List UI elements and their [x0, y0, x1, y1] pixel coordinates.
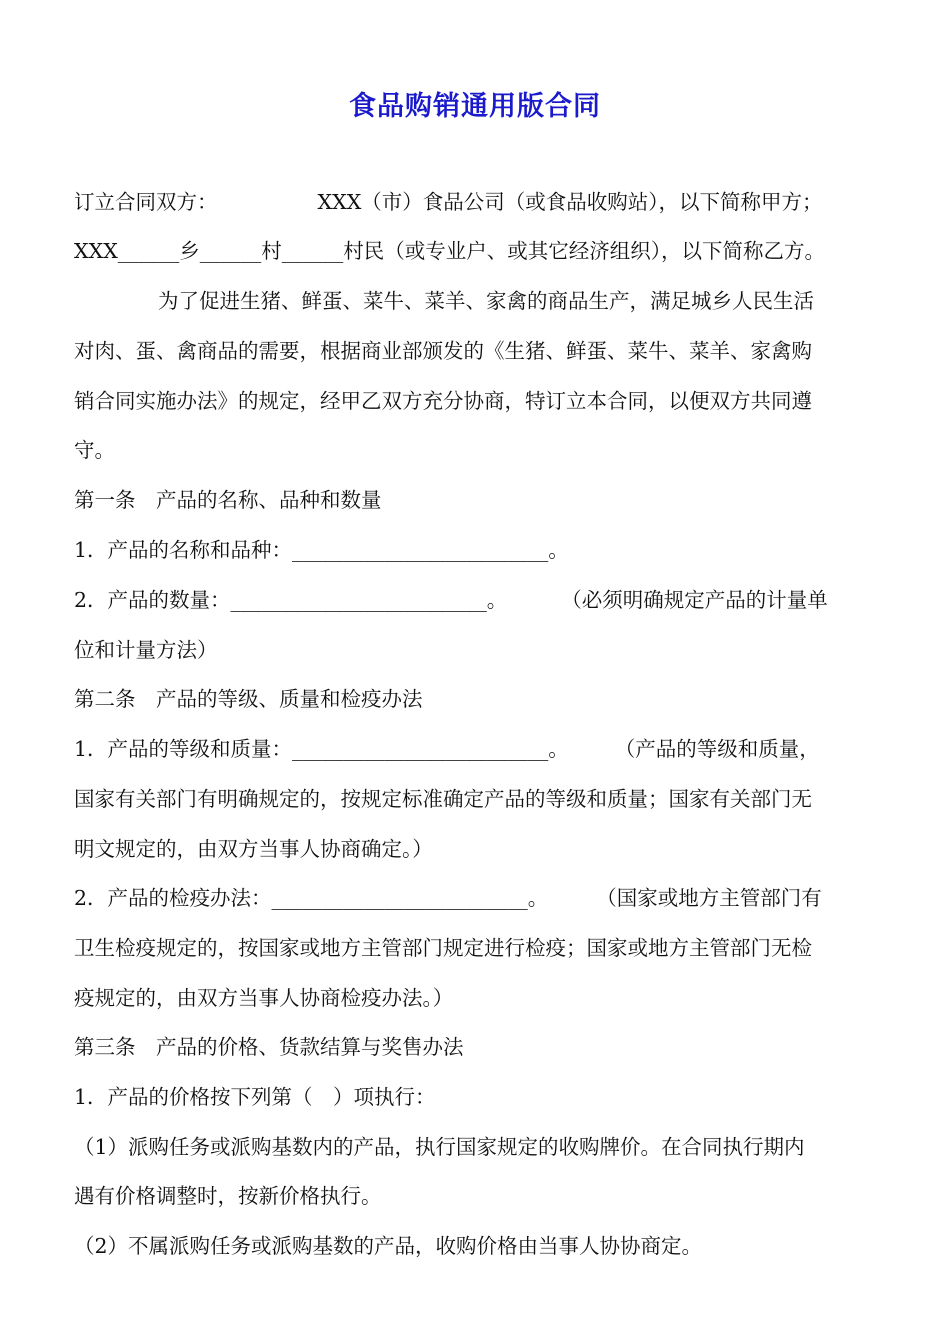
article2-item2-line-3: 疫规定的，由双方当事人协商检疫办法。） [74, 986, 454, 1010]
article2-item2: 2．产品的检疫办法：_________________________。 [74, 886, 549, 910]
article3-option1-line-2: 遇有价格调整时，按新价格执行。 [74, 1184, 382, 1208]
parties-line-a [74, 187, 823, 217]
article2-item2-line-2: 卫生检疫规定的，按国家或地方主管部门规定进行检疫；国家或地方主管部门无检 [74, 936, 812, 960]
article2-item1-line-3: 明文规定的，由双方当事人协商确定。） [74, 837, 433, 861]
article1-item2-note-cont: 位和计量方法） [74, 638, 218, 662]
preamble-line-4: 守。 [74, 438, 115, 462]
article1-item1: 1．产品的名称和品种：_________________________。 [74, 538, 569, 562]
article3-option1-line-1: （1）派购任务或派购基数内的产品，执行国家规定的收购牌价。在合同执行期内 [74, 1135, 805, 1159]
preamble-line-1: 为了促进生猪、鲜蛋、菜牛、菜羊、家禽的商品生产，满足城乡人民生活 [158, 289, 814, 313]
preamble-line-3: 销合同实施办法》的规定，经甲乙双方充分协商，特订立本合同，以便双方共同遵 [74, 389, 812, 413]
article1-item2-note: （必须明确规定产品的计量单 [561, 588, 828, 612]
article2-heading: 第二条 产品的等级、质量和检疫办法 [74, 687, 423, 711]
article1-heading: 第一条 产品的名称、品种和数量 [74, 488, 382, 512]
party-b: XXX______乡______村______村民（或专业户、或其它经济组织），以下简称乙方。 [74, 239, 826, 263]
article2-item1-line [74, 734, 820, 764]
article2-item2-line [74, 883, 822, 913]
article3-heading: 第三条 产品的价格、货款结算与奖售办法 [74, 1035, 464, 1059]
preamble-line-2: 对肉、蛋、禽商品的需要，根据商业部颁发的《生猪、鲜蛋、菜牛、菜羊、家禽购 [74, 339, 812, 363]
article2-item1: 1．产品的等级和质量：_________________________。 [74, 737, 569, 761]
article2-item1-line-2: 国家有关部门有明确规定的，按规定标准确定产品的等级和质量；国家有关部门无 [74, 787, 812, 811]
parties-label: 订立合同双方： [74, 190, 218, 214]
party-a: XXX（市）食品公司（或食品收购站），以下简称甲方； [317, 190, 823, 214]
article2-item2-note: （国家或地方主管部门有 [596, 886, 822, 910]
article1-item2-line [74, 585, 828, 615]
document-title: 食品购销通用版合同 [349, 91, 601, 122]
article1-item2: 2．产品的数量：_________________________。 [74, 588, 508, 612]
article3-option2: （2）不属派购任务或派购基数的产品，收购价格由当事人协协商定。 [74, 1234, 703, 1258]
article2-item1-note: （产品的等级和质量， [614, 737, 820, 761]
article3-item1: 1．产品的价格按下列第（ ）项执行： [74, 1085, 436, 1109]
